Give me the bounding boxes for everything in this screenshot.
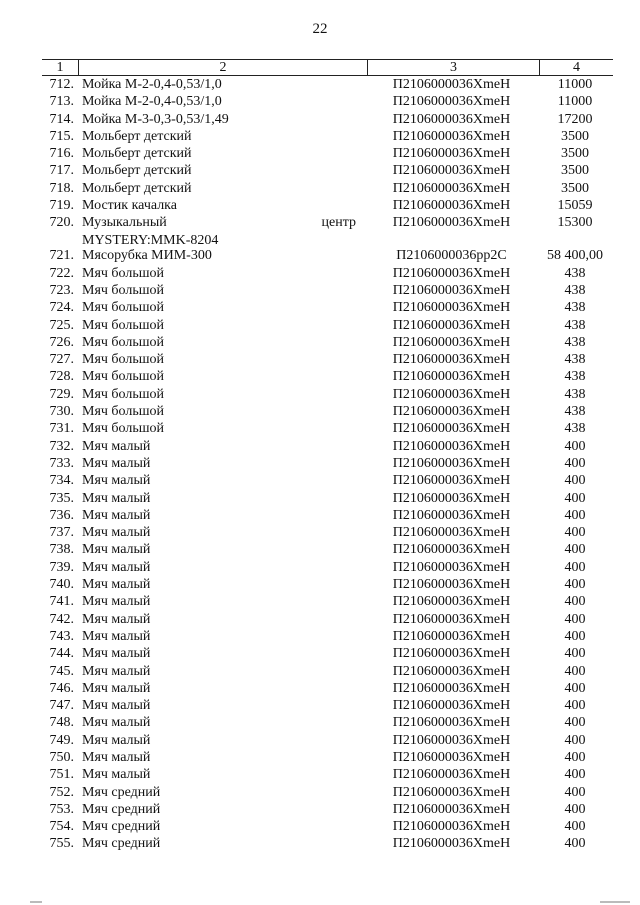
item-name: Мясорубка МИМ-300 [82,248,212,264]
table-row [42,76,613,93]
table-row [42,611,613,628]
item-code: П2106000036ХmeH [392,525,511,541]
table-row [42,455,613,472]
scan-edge-mark [600,901,630,903]
table-row [42,386,613,403]
item-value: 400 [564,455,586,471]
item-value: 438 [564,334,586,350]
table-row [42,697,613,714]
item-value: 400 [564,646,586,662]
item-code: П2106000036ХmeH [392,836,511,852]
item-value: 400 [564,473,586,489]
row-number: 735. [49,490,74,506]
item-code: П2106000036ХmeH [392,490,511,506]
item-name-part: Музыкальный [82,215,167,231]
item-value: 58 400,00 [547,248,603,264]
row-number: 714. [49,111,74,127]
table-row [42,801,613,818]
item-code: П2106000036ХmeH [392,265,511,281]
row-number: 729. [49,386,74,402]
item-name: Мяч большой [82,404,165,420]
row-number: 748. [49,715,74,731]
table-row [42,680,613,697]
item-code: П2106000036ХmeH [392,334,511,350]
row-number: 738. [49,542,74,558]
table-row [42,93,613,110]
row-number: 737. [49,525,74,541]
item-name: Мяч малый [82,473,151,489]
row-number: 728. [49,369,74,385]
item-value: 3500 [561,180,589,196]
item-code: П2106000036ХmeH [392,784,511,800]
item-value: 400 [564,715,586,731]
item-value: 17200 [557,111,593,127]
table-row [42,490,613,507]
page-number: 22 [312,21,328,37]
row-number: 712. [49,77,74,92]
row-number: 744. [49,646,74,662]
item-code: П2106000036ХmeH [392,369,511,385]
item-value: 11000 [557,77,593,92]
row-number: 752. [49,784,74,800]
table-row [42,162,613,179]
row-number: 726. [49,334,74,350]
table-row [42,645,613,662]
table-row [42,559,613,576]
table-row [42,714,613,731]
row-number: 723. [49,282,74,298]
item-name: Мяч малый [82,715,151,731]
item-value: 438 [564,404,586,420]
item-code: П2106000036ХmeH [392,386,511,402]
item-name: Мольберт детский [82,163,192,179]
item-name: Мяч средний [82,836,161,852]
table-row [42,732,613,749]
table-row [42,282,613,299]
table-row [42,784,613,801]
item-code: П2106000036ХmeH [392,611,511,627]
item-value: 400 [564,525,586,541]
item-code: П2106000036ХmeH [392,507,511,523]
table-body [42,76,613,853]
item-name: Мяч малый [82,628,151,644]
item-code: П2106000036ХmeH [392,801,511,817]
item-name: Мяч малый [82,542,151,558]
item-value: 3500 [561,128,589,144]
table-row [42,317,613,334]
item-name: Мяч малый [82,577,151,593]
table-row [42,507,613,524]
item-value: 438 [564,265,586,281]
item-name: Мяч большой [82,369,165,385]
item-code: П2106000036ХmeH [392,317,511,333]
item-code: П2106000036ХmeH [392,663,511,679]
item-value: 438 [564,421,586,437]
table-row [42,766,613,783]
row-number: 713. [49,94,74,110]
table-row [42,663,613,680]
table-row [42,128,613,145]
item-code: П2106000036ХmeH [392,421,511,437]
item-code: П2106000036ХmeH [392,111,511,127]
item-name: Мяч средний [82,819,161,835]
item-code: П2106000036ХmeH [392,577,511,593]
item-value: 400 [564,801,586,817]
item-name: Мяч большой [82,282,165,298]
item-name: Мяч большой [82,386,165,402]
item-name: Мяч малый [82,749,151,765]
row-number: 727. [49,352,74,368]
item-value: 15059 [557,198,593,214]
item-value: 400 [564,663,586,679]
table-row [42,438,613,455]
item-name: Мяч большой [82,300,165,316]
table-row [42,111,613,128]
item-name: Мольберт детский [82,128,192,144]
inventory-table [42,59,613,853]
item-code: П2106000036ХmeH [392,404,511,420]
column-header-4: 4 [573,60,580,75]
item-value: 400 [564,559,586,575]
table-row [42,145,613,162]
item-code: П2106000036ХmeH [392,680,511,696]
table-row [42,403,613,420]
item-value: 400 [564,784,586,800]
item-code: П2106000036ХmeH [392,715,511,731]
item-code: П2106000036ХmeH [392,94,511,110]
table-row [42,593,613,610]
item-name: Мольберт детский [82,180,192,196]
row-number: 742. [49,611,74,627]
table-row [42,265,613,282]
item-code: П2106000036ХmeH [392,732,511,748]
scan-edge-mark [30,901,42,903]
row-number: 732. [49,438,74,454]
item-code: П2106000036ХmeH [392,819,511,835]
item-code: П2106000036ХmeH [392,128,511,144]
item-code: П2106000036ХmeH [392,455,511,471]
row-number: 741. [49,594,74,610]
item-code: П2106000036ХmeH [392,282,511,298]
item-value: 400 [564,767,586,783]
table-header [42,59,613,76]
item-value: 400 [564,577,586,593]
item-code: П2106000036ХmeH [392,473,511,489]
item-value: 400 [564,732,586,748]
item-value: 400 [564,680,586,696]
table-row [42,628,613,645]
item-code: П2106000036ХmeH [392,352,511,368]
item-name: Мойка М-2-0,4-0,53/1,0 [82,77,222,92]
item-code: П2106000036ХmeH [392,542,511,558]
table-row [42,299,613,316]
item-name: Мяч малый [82,594,151,610]
item-name: Мяч малый [82,507,151,523]
row-number: 751. [49,767,74,783]
row-number: 718. [49,180,74,196]
table-row [42,524,613,541]
row-number: 734. [49,473,74,489]
item-value: 438 [564,386,586,402]
item-value: 438 [564,369,586,385]
row-number: 716. [49,146,74,162]
item-code: П2106000036ХmeH [392,749,511,765]
item-value: 3500 [561,163,589,179]
item-code: П2106000036ХmeH [392,628,511,644]
item-name: Мяч малый [82,438,151,454]
table-row [42,576,613,593]
item-code: П2106000036ХmeH [392,77,511,92]
item-name-multiline [78,214,366,247]
row-number: 749. [49,732,74,748]
item-code: П2106000036ХmeH [392,594,511,610]
item-value: 400 [564,819,586,835]
item-code: П2106000036ХmeH [392,198,511,214]
table-row [42,180,613,197]
item-code: П2106000036ХmeH [392,146,511,162]
item-code: П2106000036ХmeH [392,215,511,231]
item-name-line [82,214,366,231]
item-code: П2106000036ХmeH [392,180,511,196]
item-name: Мяч малый [82,698,151,714]
column-header-3: 3 [368,60,540,75]
item-value: 438 [564,282,586,298]
item-name: Мольберт детский [82,146,192,162]
item-name: Мяч малый [82,490,151,506]
item-name: Мяч большой [82,421,165,437]
item-value: 11000 [557,94,593,110]
item-name: Мяч малый [82,767,151,783]
item-value: 400 [564,594,586,610]
item-name: Мяч малый [82,525,151,541]
item-name: Мяч большой [82,265,165,281]
row-number: 730. [49,404,74,420]
row-number: 731. [49,421,74,437]
row-number: 725. [49,317,74,333]
row-number: 721. [49,248,74,264]
row-number: 746. [49,680,74,696]
item-name: Мяч малый [82,455,151,471]
item-name: Мяч малый [82,663,151,679]
item-name-line: MYSTERY:MMK-8204 [82,232,219,248]
column-header-2: 2 [79,60,368,75]
table-row [42,818,613,835]
table-row [42,749,613,766]
column-header-1: 1 [42,60,79,75]
item-value: 3500 [561,146,589,162]
row-number: 740. [49,577,74,593]
table-row [42,351,613,368]
row-number: 715. [49,128,74,144]
item-value: 400 [564,698,586,714]
item-value: 400 [564,438,586,454]
item-name: Мяч малый [82,646,151,662]
item-value: 438 [564,317,586,333]
item-value: 400 [564,611,586,627]
table-row [42,214,613,247]
row-number: 745. [49,663,74,679]
item-name: Мяч средний [82,801,161,817]
row-number: 739. [49,559,74,575]
row-number: 720. [49,215,74,231]
item-code: П2106000036ХmeH [392,163,511,179]
table-row [42,420,613,437]
item-value: 400 [564,542,586,558]
table-row [42,368,613,385]
item-name: Мяч большой [82,334,165,350]
item-code: П2106000036ХmeH [392,438,511,454]
row-number: 753. [49,801,74,817]
row-number: 733. [49,455,74,471]
item-value: 400 [564,628,586,644]
item-name: Мостик качалка [82,198,177,214]
row-number: 743. [49,628,74,644]
item-value: 438 [564,352,586,368]
item-name: Мяч малый [82,732,151,748]
item-name: Мяч большой [82,317,165,333]
row-number: 724. [49,300,74,316]
item-value: 400 [564,749,586,765]
item-name: Мяч средний [82,784,161,800]
row-number: 754. [49,819,74,835]
table-row [42,835,613,852]
item-code: П2106000036ХmeH [392,767,511,783]
row-number: 719. [49,198,74,214]
table-row [42,541,613,558]
row-number: 736. [49,507,74,523]
table-row [42,472,613,489]
item-name: Мяч большой [82,352,165,368]
table-row [42,197,613,214]
item-value: 15300 [557,215,593,231]
item-code: П2106000036ХmeH [392,300,511,316]
item-code: П2106000036рр2С [396,248,507,264]
row-number: 722. [49,265,74,281]
item-name: Мойка М-3-0,3-0,53/1,49 [82,111,229,127]
item-name: Мяч малый [82,559,151,575]
table-row [42,334,613,351]
item-name: Мяч малый [82,680,151,696]
item-value: 400 [564,836,586,852]
row-number: 747. [49,698,74,714]
item-name: Мойка М-2-0,4-0,53/1,0 [82,94,222,110]
row-number: 755. [49,836,74,852]
item-value: 400 [564,490,586,506]
row-number: 750. [49,749,74,765]
item-value: 400 [564,507,586,523]
item-name: Мяч малый [82,611,151,627]
item-code: П2106000036ХmeH [392,646,511,662]
item-name-part: центр [321,215,356,231]
item-code: П2106000036ХmeH [392,698,511,714]
row-number: 717. [49,163,74,179]
item-value: 438 [564,300,586,316]
table-row [42,247,613,264]
item-code: П2106000036ХmeH [392,559,511,575]
